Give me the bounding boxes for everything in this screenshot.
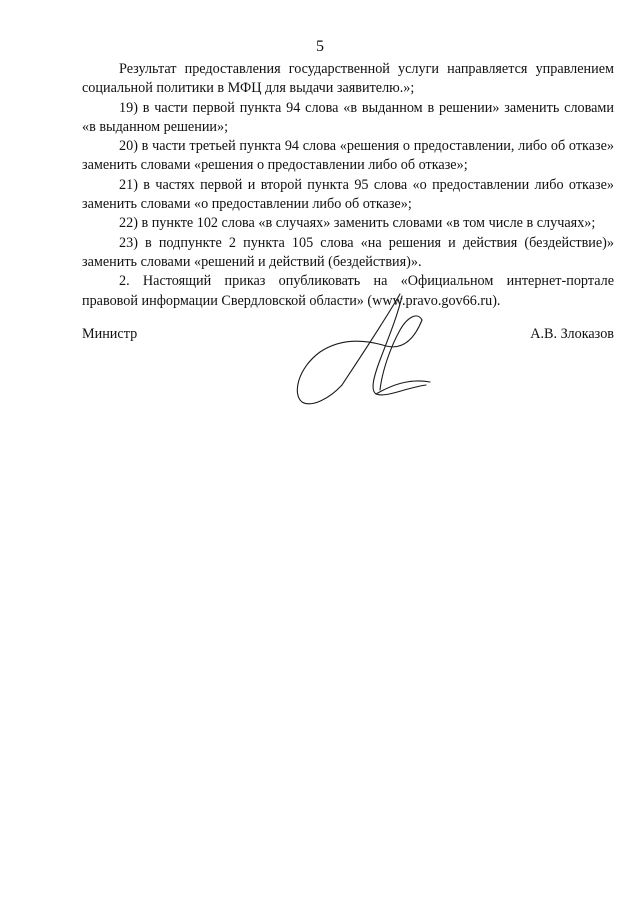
paragraph-item-23: 23) в подпункте 2 пункта 105 слова «на решения и действия (бездействие)» заменить словами «решений и действий (бездействия)». <box>82 234 614 270</box>
paragraph-item-22: 22) в пункте 102 слова «в случаях» заменить словами «в том числе в случаях»; <box>119 215 596 232</box>
document-body <box>82 60 614 311</box>
signatory-name: А.В. Злоказов <box>530 326 614 342</box>
paragraph-item-21: 21) в частях первой и второй пункта 95 слова «о предоставлении либо отказе» заменить словами «о предоставлении либо об отказе»; <box>82 176 614 213</box>
paragraph-publication-order: 2. Настоящий приказ опубликовать на «Официальном интернет-портале правовой информации Свердловской области» (www.pravo.gov66.ru). <box>82 273 614 309</box>
paragraph-result-continuation: Результат предоставления государственной услуги направляется управлением социальной политики в МФЦ для выдачи заявителю.»; <box>82 61 614 97</box>
page-number: 5 <box>316 38 324 55</box>
handwritten-signature <box>290 290 440 415</box>
paragraph-item-20: 20) в части третьей пункта 94 слова «решения о предоставлении, либо об отказе» заменить словами «решения о предоставлении либо об отказе»; <box>82 138 614 174</box>
signatory-position: Министр <box>82 326 138 342</box>
paragraph-item-19: 19) в части первой пункта 94 слова «в выданном в решении» заменить словами «в выданном решении»; <box>82 99 614 135</box>
